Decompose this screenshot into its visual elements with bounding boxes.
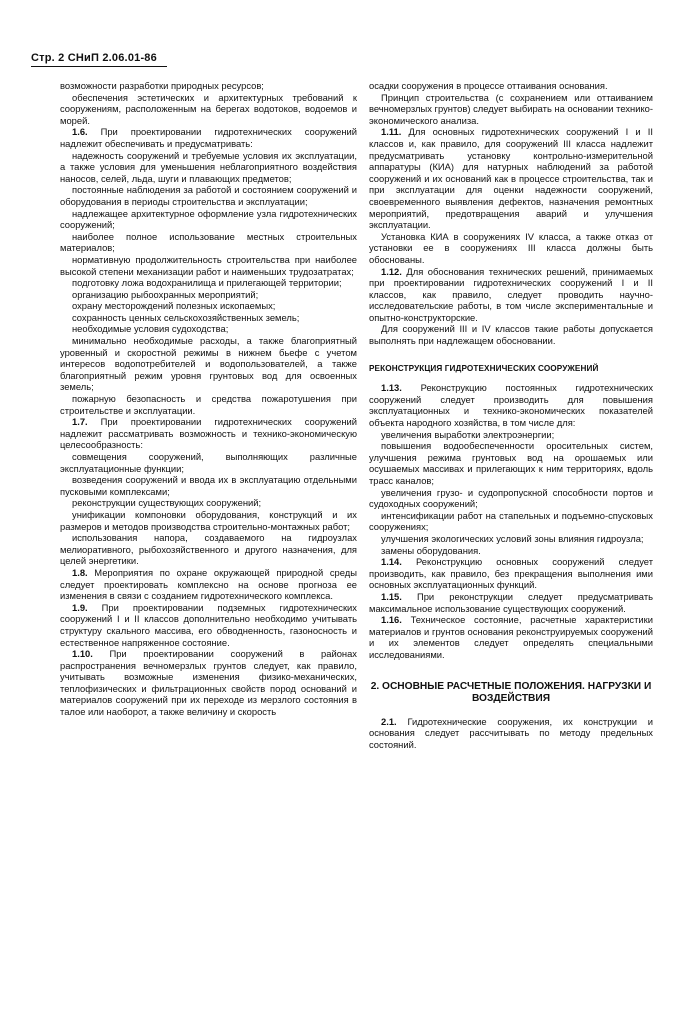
list-item: Для сооружений III и IV классов такие работы допускается выполнять при надлежащем обосновании. bbox=[369, 323, 653, 347]
list-item: Принцип строительства (с сохранением или оттаиванием вечномерзлых грунтов) следует выбирать на основании технико-экономического анализа. bbox=[369, 91, 653, 126]
list-item: интенсификации работ на стапельных и подъемно-спусковых сооружениях; bbox=[369, 509, 653, 533]
paragraph-text: При реконструкции следует предусматривать максимальное использование существующих сооружений. bbox=[369, 590, 653, 614]
paragraph-number: 1.9. bbox=[72, 601, 88, 613]
paragraph-text: Для основных гидротехнических сооружений I и II классов и, как правило, для сооружений III класса надлежит предусматривать установку контрольно-измерительной аппаратуры (КИА) для натурных наблюдений за работой сооружений и их оснований как в процессе строительства, так и при эксплуатации для оценки надежности сооружений, своевременного выявления дефектов, назначения ремонтных мероприятий, предотвращения аварий и улучшения эксплуатации. bbox=[369, 126, 654, 231]
chapter-heading: 2. ОСНОВНЫЕ РАСЧЕТНЫЕ ПОЛОЖЕНИЯ. НАГРУЗКИ И ВОЗДЕЙСТВИЯ bbox=[370, 680, 652, 704]
numbered-paragraph bbox=[60, 126, 357, 149]
list-item: минимально необходимые расходы, а также благоприятный уровенный и скоростной режимы в нижнем бьефе с учетом интересов водопотребителей и водопользователей, а также благоприятный режим уровня грунтовых вод для освоенных земель; bbox=[60, 335, 357, 393]
list-item: увеличения выработки электроэнергии; bbox=[381, 428, 555, 440]
paragraph-number: 1.11. bbox=[381, 126, 402, 138]
left-column bbox=[60, 80, 357, 718]
continued-text: осадки сооружения в процессе оттаивания основания. bbox=[369, 80, 608, 91]
paragraph-text: Техническое состояние, расчетные характеристики материалов и грунтов основания реконструируемых сооружений и их элементов следует определять специальными исследованиями. bbox=[369, 614, 653, 660]
list-item: надежность сооружений и требуемые условия их эксплуатации, а также условия для уменьшения неблагоприятного воздействия наносов, селей, льда, шуги и плавающих предметов; bbox=[60, 149, 357, 184]
paragraph-text: При проектировании гидротехнических сооружений надлежит обеспечивать и предусматривать: bbox=[60, 126, 358, 149]
list-item: постоянные наблюдения за работой и состоянием сооружений и оборудования в периоды строительства и эксплуатации; bbox=[60, 184, 357, 207]
numbered-paragraph bbox=[369, 614, 653, 660]
paragraph-text: Для обоснования технических решений, принимаемых при проектировании гидротехнических сооружений I и II классов, как правило, следует проводить научно-исследовательские работы, в том числе экспериментальные и опытно-конструкторские. bbox=[369, 265, 653, 323]
numbered-paragraph bbox=[369, 126, 653, 230]
list-item: унификации компоновки оборудования, конструкций и их размеров и методов производства строительно-монтажных работ; bbox=[60, 508, 357, 532]
list-item: нормативную продолжительность строительства при наиболее высокой степени механизации работ и наименьших трудозатратах; bbox=[60, 253, 357, 277]
paragraph-number: 2.1. bbox=[381, 715, 397, 727]
numbered-paragraph bbox=[369, 382, 653, 428]
list-item: использования напора, создаваемого на гидроузлах мелиоративного, рыбохозяйственного и другого назначения, для целей энергетики. bbox=[60, 532, 357, 567]
list-item: необходимые условия судоходства; bbox=[72, 323, 229, 335]
list-item: надлежащее архитектурное оформление узла гидротехнических сооружений; bbox=[60, 207, 357, 231]
paragraph-text: При проектировании подземных гидротехнических сооружений I и II классов дополнительно необходимо учитывать структуру скального массива, его обводненность, газоносность и естественное напряженное состояние. bbox=[60, 601, 357, 648]
right-column bbox=[369, 80, 653, 750]
paragraph-number: 1.12. bbox=[381, 265, 402, 277]
paragraph-number: 1.14. bbox=[381, 556, 402, 568]
list-item: замены оборудования. bbox=[381, 544, 481, 556]
list-item: наиболее полное использование местных строительных материалов; bbox=[60, 230, 357, 254]
numbered-paragraph bbox=[369, 591, 653, 614]
paragraph-text: Гидротехнические сооружения, их конструкции и основания следует рассчитывать по методу предельных состояний. bbox=[369, 715, 653, 750]
paragraph-number: 1.7. bbox=[72, 416, 88, 428]
list-item: подготовку ложа водохранилища и прилегающей территории; bbox=[72, 277, 342, 289]
list-item: обеспечения эстетических и архитектурных требований к сооружениям, расположенным на берегах водотоков, водоемов и морей. bbox=[60, 91, 357, 126]
numbered-paragraph bbox=[60, 567, 357, 602]
paragraph-number: 1.10. bbox=[72, 648, 93, 660]
numbered-paragraph bbox=[369, 716, 653, 751]
numbered-paragraph bbox=[60, 602, 357, 648]
header-underline bbox=[31, 66, 167, 67]
list-item: совмещения сооружений, выполняющих различные эксплуатационные функции; bbox=[60, 451, 357, 474]
numbered-paragraph bbox=[60, 416, 357, 451]
list-item: организацию рыбоохранных мероприятий; bbox=[72, 288, 259, 300]
paragraph-number: 1.6. bbox=[72, 126, 88, 138]
paragraph-number: 1.8. bbox=[72, 566, 88, 578]
section-heading: РЕКОНСТРУКЦИЯ ГИДРОТЕХНИЧЕСКИХ СООРУЖЕНИЙ bbox=[369, 363, 599, 373]
page-header: Стр. 2 СНиП 2.06.01-86 bbox=[31, 52, 157, 64]
list-item: Установка КИА в сооружениях IV класса, а также отказ от установки ее в сооружениях III класса должны быть обоснованы. bbox=[369, 230, 653, 265]
paragraph-text: Мероприятия по охране окружающей природной среды следует проектировать комплексно на основе прогноза ее изменения в связи с созданием гидротехнического комплекса. bbox=[60, 566, 357, 602]
list-item: пожарную безопасность и средства пожаротушения при строительстве и эксплуатации. bbox=[60, 393, 357, 416]
list-item: возведения сооружений и ввода их в эксплуатацию отдельными пусковыми комплексами; bbox=[60, 474, 357, 497]
list-item: охрану месторождений полезных ископаемых; bbox=[72, 300, 276, 312]
paragraph-text: Реконструкцию основных сооружений следует производить, как правило, без прекращения выполнения ими основных эксплуатационных функций. bbox=[369, 556, 653, 591]
list-item: реконструкции существующих сооружений; bbox=[72, 497, 262, 509]
list-item: сохранность ценных сельскохозяйственных земель; bbox=[72, 311, 300, 323]
paragraph-text: При проектировании гидротехнических сооружений надлежит рассматривать возможность и технико-экономическую целесообразность: bbox=[60, 416, 358, 451]
numbered-paragraph bbox=[369, 266, 653, 324]
paragraph-text: При проектировании сооружений в районах распространения вечномерзлых грунтов следует, как правило, учитывать возможные изменения физико-механических, теплофизических и фильтрационных свойств пород оснований и материалов сооружений при их переходе из мерзлого состояния в талое или наоборот, а также величину и скорость bbox=[60, 648, 357, 718]
list-item: улучшения экологических условий зоны влияния гидроузла; bbox=[381, 532, 644, 544]
continued-text: возможности разработки природных ресурсов; bbox=[60, 80, 264, 91]
list-item: повышения водообеспеченности оросительных систем, улучшения режима грунтовых вод на орошаемых или осушаемых массивах и прилегающих к ним территориях, вдоль трасс каналов; bbox=[369, 440, 653, 486]
paragraph-number: 1.13. bbox=[381, 382, 402, 394]
list-item: увеличения грузо- и судопропускной способности портов и судоходных сооружений; bbox=[369, 486, 653, 510]
paragraph-number: 1.16. bbox=[381, 614, 402, 626]
numbered-paragraph bbox=[60, 648, 357, 718]
paragraph-text: Реконструкцию постоянных гидротехнических сооружений следует производить для повышения эксплуатационных и технико-экономических показателей объекта народного хозяйства, в том числе для: bbox=[369, 382, 654, 429]
numbered-paragraph bbox=[369, 556, 653, 591]
paragraph-number: 1.15. bbox=[381, 590, 402, 602]
